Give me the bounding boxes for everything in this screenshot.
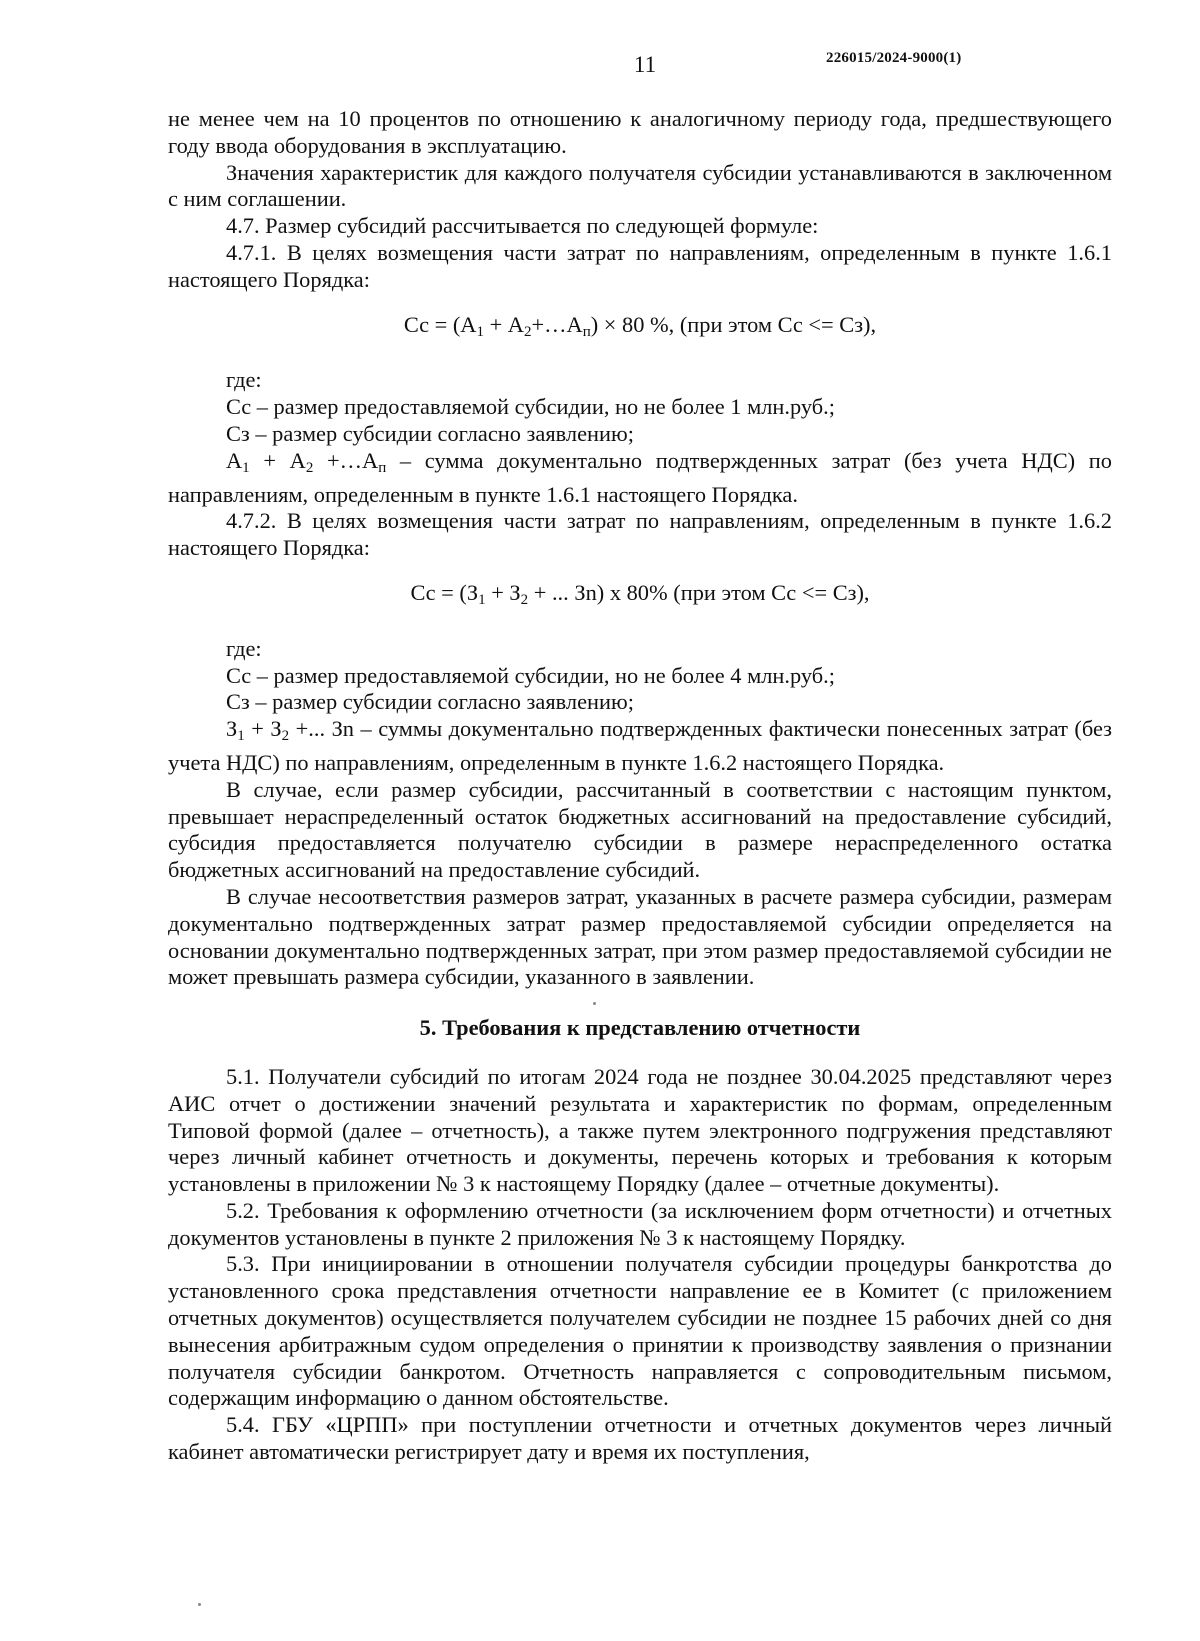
paragraph-4-7-2: 4.7.2. В целях возмещения части затрат по направлениям, определенным в пункте 1.6.2 настоящего Порядка: <box>168 508 1112 561</box>
paragraph-4-7: 4.7. Размер субсидий рассчитывается по следующей формуле: <box>226 213 819 239</box>
paragraph-continuation: не менее чем на 10 процентов по отношению к аналогичному периоду года, предшествующего году ввода оборудования в эксплуатацию. <box>168 106 1112 158</box>
scan-speck <box>198 1603 201 1606</box>
where-label: где: <box>226 635 262 661</box>
paragraph-5-3: 5.3. При инициировании в отношении получателя субсидии процедуры банкротства до установленного срока представления отчетности направление ее в Комитет (с приложением отчетных документов) осуществляется получателем субсидии не позднее 15 рабочих дней со дня вынесения арбитражным судом определения о принятии к производству заявления о признании получателя субсидии банкротом. Отчетность направляется с сопроводительным письмом, содержащим информацию о данном обстоятельстве. <box>168 1251 1112 1411</box>
formula-4-7-2: Сс = ($З_1 + З_2$ + ... Зn) x 80% (при этом Сс <= Сз), <box>410 579 870 608</box>
paragraph-5-2: 5.2. Требования к оформлению отчетности (за исключением форм отчетности) и отчетных документов установлены в пункте 2 приложения № 3 к настоящему Порядку. <box>168 1197 1112 1250</box>
paragraph-5-1: 5.1. Получатели субсидий по итогам 2024 года не позднее 30.04.2025 представляют через АИС отчет о достижении значений результата и характеристик по формам, определенным Типовой формой (далее – отчетность), а также путем электронного подгружения представляют через личный кабинет отчетность и документы, перечень которых и требования к которым установлены в приложении № 3 к настоящему Порядку (далее – отчетные документы). <box>168 1063 1112 1197</box>
paragraph-characteristics: Значения характеристик для каждого получателя субсидии устанавливаются в заключенном с ним соглашении. <box>168 159 1112 212</box>
formula-4-7-1: Сс = ($А_1$ + $А_2+\dots А_п) \times 80$ %, (при этом Сс <= Сз), <box>403 311 877 340</box>
definition-cc: Сс – размер предоставляемой субсидии, но не более 4 млн.руб.; <box>226 662 835 688</box>
definition-sum-a: $А_1 + А_2$ $+\dots А_п$ – сумма документально подтвержденных затрат (без учета НДС) по направлениям, определенным в пункте 1.6.1 настоящего Порядка. <box>168 447 1112 507</box>
document-number: 226015/2024-9000(1) <box>826 50 962 66</box>
document-body <box>168 106 1112 1466</box>
paragraph-mismatch-case: В случае несоответствия размеров затрат, указанных в расчете размера субсидии, размерам документально подтвержденных затрат размер предоставляемой субсидии определяется на основании документально подтвержденных затрат, при этом размер предоставляемой субсидии не может превышать размера субсидии, указанного в заявлении. <box>168 883 1112 990</box>
scan-speck <box>593 1002 596 1005</box>
page-number: 11 <box>633 52 657 77</box>
definition-cc: Сс – размер предоставляемой субсидии, но не более 1 млн.руб.; <box>226 394 835 420</box>
definition-cz: Сз – размер субсидии согласно заявлению; <box>226 420 634 446</box>
definition-sum-z: З1 + З2 +... Зn – суммы документально подтвержденных фактически понесенных затрат (без учета НДС) по направлениям, определенным в пункте 1.6.2 настоящего Порядка. <box>168 716 1112 775</box>
paragraph-excess-case: В случае, если размер субсидии, рассчитанный в соответствии с настоящим пунктом, превышает нераспределенный остаток бюджетных ассигнований на предоставление субсидий, субсидия предоставляется получателю субсидии в размере нераспределенного остатка бюджетных ассигнований на предоставление субсидий. <box>168 776 1112 883</box>
paragraph-5-4: 5.4. ГБУ «ЦРПП» при поступлении отчетности и отчетных документов через личный кабинет автоматически регистрирует дату и время их поступления, <box>168 1412 1112 1465</box>
paragraph-4-7-1: 4.7.1. В целях возмещения части затрат по направлениям, определенным в пункте 1.6.1 настоящего Порядка: <box>168 239 1112 292</box>
definition-cz: Сз – размер субсидии согласно заявлению; <box>226 689 634 715</box>
where-label: где: <box>226 367 262 393</box>
section-5-title: 5. Требования к представлению отчетности <box>419 1015 861 1041</box>
